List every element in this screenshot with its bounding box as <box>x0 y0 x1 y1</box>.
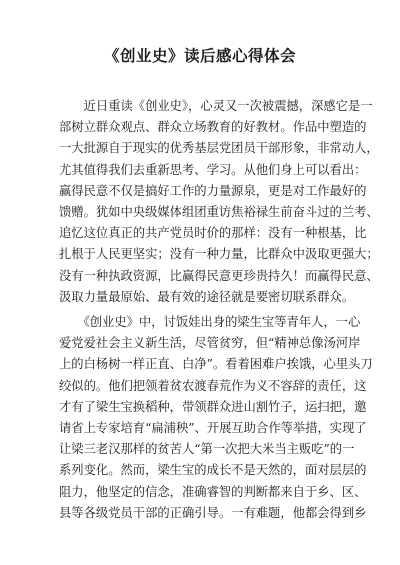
text-line: 赢得民意不仅是搞好工作的力量源泉，更是对工作最好的 <box>59 183 367 198</box>
text-line: 扎根于人民更坚实；没有一种力量，比群众中汲取更强大； <box>59 247 379 262</box>
text-line: 尤其值得我们去重新思考、学习。从他们身上可以看出： <box>59 162 367 177</box>
text-line: 汲取力量最原始、最有效的途径就是要密切联系群众。 <box>59 289 355 304</box>
document-title: 《创业史》读后感心得体会 <box>103 47 296 65</box>
text-line: 县等各级党员干部的正确引导。一有难题，他都会得到乡 <box>59 505 367 520</box>
paragraph-1 <box>59 96 379 308</box>
text-line: 请省上专家培育“扁浦秧”、开展互助合作等举措，实现了 <box>59 421 367 436</box>
paragraph-2 <box>59 312 373 524</box>
text-line: 《创业史》中，讨饭娃出身的梁生宝等青年人，一心 <box>59 315 361 329</box>
text-line: 阻力，他坚定的信念，准确睿智的判断都来自于乡、区、 <box>59 484 367 499</box>
text-line: 上的白杨树一样正直、白净”。看着困难户挨饿，心里头刀 <box>59 357 373 372</box>
text-line: 让梁三老汉那样的贫苦人“第一次把大米当主贩吃”的一 <box>59 442 355 457</box>
text-line: 一大批源自于现实的优秀基层党团员干部形象，非常动人， <box>59 141 379 156</box>
text-line: 绞似的。他们把领着贫农渡春荒作为义不容辞的责任，这 <box>59 378 367 393</box>
text-line: 爱党爱社会主义新生活，尽管贫穷，但“精神总像汤河岸 <box>59 336 361 351</box>
text-line: 馈赠。犹如中央级媒体组团重访焦裕禄生前奋斗过的兰考、 <box>59 205 379 220</box>
text-line: 部树立群众观点、群众立场教育的好教材。作品中塑造的 <box>59 120 367 135</box>
text-line: 才有了梁生宝换稻种，带领群众进山割竹子，运扫把，邀 <box>59 399 367 414</box>
text-line: 近日重读《创业史》，心灵又一次被震撼，深感它是一 <box>59 99 373 113</box>
text-line: 没有一种执政资源，比赢得民意更珍贵持久！而赢得民意、 <box>59 268 379 283</box>
text-line: 追忆这位真正的共产党员时价的那样：没有一种根基，比 <box>59 226 367 241</box>
text-line: 系列变化。然而，梁生宝的成长不是天然的，面对层层的 <box>59 463 367 478</box>
